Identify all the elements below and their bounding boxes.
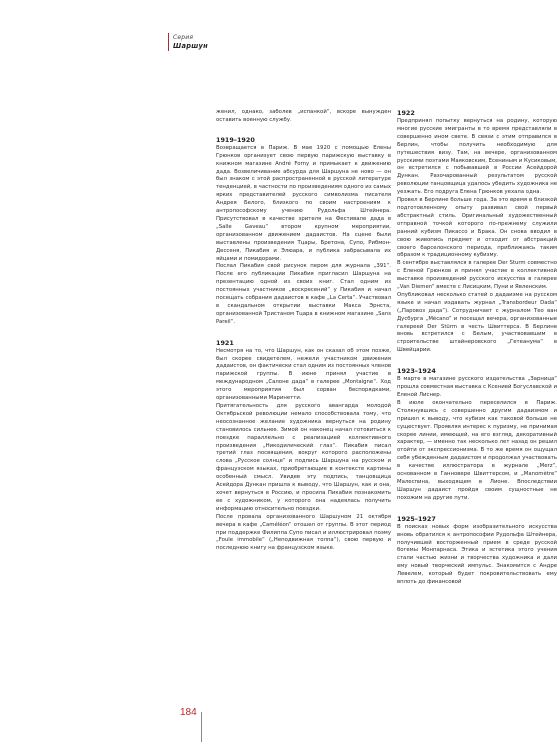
section-year-1921: 1921 bbox=[216, 338, 234, 347]
paragraph: После провала организованного Шаршуном 21 октября вечера в кафе „Caméléon“ отошел от группы. В этот период при поддержке Филиппа Супо писал и иллюстрировал поэму „Foule immobile“ („Неподвижная толпа“), свою первую и последнюю книгу на французском языке. bbox=[216, 513, 391, 552]
paragraph: В марте в магазине русского издательства „Зарница“ прошла совместная выставка с Ксенией Богуславской и Еленой Лиснер. bbox=[397, 376, 557, 398]
section-year-1919-1920: 1919–1920 bbox=[216, 135, 255, 144]
paragraph: Притягательность для русского авангарда молодой Октябрьской революции немало способствовала тому, что неосознанное желание художника вернуться на родину становилось сильнее. Зимой он наконец начал готовиться к поездке параллельно с реализацией коллективного произведения „Никодилический глаз“. Пикабия писал третий глаз посвящения, вокруг которого расположены слова „Русское солнце“ и подпись Шаршуна на русском и французском языках, приобретающие в контексте картины особенный смысл. Увидев эту подпись, танцовщица Асейдора Дункан пришла к выводу, что Шаршун, как и она, хочет вернуться в Россию, и просила Пикабия познакомить ее с художником, у которого она надеялась получить информацию относительно поездки. bbox=[216, 403, 391, 512]
page-number-rule bbox=[201, 712, 202, 742]
paragraph: Провел в Берлине больше года. За это время в близкой подготовленному опыту развивал свой первый абстрактный стиль. Оригинальный художественный отправной точкой которого по-прежнему служили ранний кубизм Пикассо и Брака. Он снова вводил в свою живопись предмет и отходит от абстракций своего барселонского периода, приближаясь таким образом к традиционному кубизму. bbox=[397, 197, 557, 259]
header-rule bbox=[168, 33, 169, 51]
paragraph: В поисках новых форм изобразительного искусства вновь обратился к антропософии Рудольфа Штейнера, получившей восторженный прием в среде русской богемы Монпарнаса. Этика и эстетика этого учения стали частью жизни и творчества художника и дали ему новый творческий импульс. Знакомится с Андре Левелем, который будет покровительствовать ему вплоть до финансовой bbox=[397, 523, 557, 586]
intro-paragraph: женил, однако, заболев „испанкой“, вскоре вынужден оставить военную службу. bbox=[216, 109, 391, 123]
paragraph: Возвращается в Париж. В мае 1920 с помощью Елены Грюнков организует свою первую парижскую выставку в книжном магазине André Forny и примыкает к движению дада. Возвеличивание абсурда для Шаршуна не ново — он был знаком с этой распространенной в русской литературе тенденцией, в частности по произведениям одного из самых ярких представителей русского символизма писателя Андрея Белого, близкого по своим настроениям к антропософскому учению Рудольфа Штейнера. Присутствовал в качестве зрителя на Фестивале дада в „Salle Gaveau“ втором крупном мероприятии, организованном движением дадаистов. На сцене были выставлены произведения Тцары, Бретона, Супо, Рибмон-Дессеня, Пикабия и Элюара, и публика забрасывала их яйцами и помидорами. bbox=[216, 144, 391, 262]
header-section-label: Серия bbox=[173, 34, 194, 41]
paragraph: Опубликовал несколько статей о дадаизме на русском языке и начал издавать журнал „Transbordeur Dada“ („Паровоз дада“). Сотрудничает с журналом Тео ван Дусбурга „Mécano“ и посещал вечера, организованные галереей Der Stürm в честь Швиттерса. В Берлине вновь встретился с Белым, участвовавшим в строительстве штайнеровского „Гетеанума“ в Швейцарии. bbox=[397, 291, 557, 354]
paragraph: В июле окончательно переселился в Париж. Столкнувшись с совершенно другим дадаизмом и пришел к выводу, что кубизм как таковой больше не существует. Проявляя интерес к пуризму, не принимая скорее линии, имеющей, на его взгляд, декоративный характер, — именно так несколько лет назад он решил отойти от экспрессионизма. В то же время он ощущал себя убежденным дадаистом и продолжал участвовать в качестве иллюстратора в журнале „Merz“, основанном в Ганновере Швиттерсом, и „Manomètre“ Малеспина, выходящем в Лионе. Впоследствии Шаршун дадаист пройдя своим сущностные не похожим на другие пути. bbox=[397, 399, 557, 501]
paragraph: Послал Пикабия свой рисунок пером для журнала „391“. После его публикации Пикабия пригласил Шаршуна на презентацию одной из своих книг. Стал одним из постоянных участников „воскресений“ у Пикабия и начал посещать собрания дадаистов в кафе „La Certa“. Участвовал в скандальном открытии выставки Макса Эрнста, организованной Тристаном Тцара в книжном магазине „Sans Pareil“. bbox=[216, 263, 391, 325]
paragraph: Предпринял попытку вернуться на родину, которую многие русские эмигранты в то время представляли в совершенно ином свете. В связи с этим отправился в Берлин, чтобы получить необходимую для путешествия визу. Там, на вечере, организованном русскими поэтами Маяковским, Есениным и Кусиковым, он встретился с побывавшей в России Асейдорой Дункан. Разочарованный результатом русской революции танцовщица удалось убедить художника не уезжать. Его подруга Елена Грюнков уехала одна. bbox=[397, 118, 557, 196]
right-column bbox=[397, 109, 557, 587]
header-artist-name: Шаршун bbox=[173, 42, 208, 50]
paragraph: В сентябре выставлялся в галерее Der Sturm совместно с Еленой Грюнков и принял участие в коллективной выставке произведений русского искусства в галерее „Van Diemen“ вместе с Лисицким, Пуни и Явленским. bbox=[397, 260, 557, 291]
page-number: 184 bbox=[180, 707, 197, 718]
paragraph: Несмотря на то, что Шаршун, как он сказал об этом позже, был скорее свидетелем, нежели участником движения дадаистов, он фактически стал одним из постоянных членов парижской группы. В июне принял участие в международном „Салоне дада“ в галерее „Montaigne“. Ход этого мероприятия был сорван беспорядками, организованными Маринетти. bbox=[216, 347, 391, 402]
section-year-1923-1924: 1923–1924 bbox=[397, 367, 436, 376]
section-year-1922: 1922 bbox=[397, 109, 415, 117]
section-year-1925-1927: 1925–1927 bbox=[397, 514, 436, 523]
left-column bbox=[216, 109, 391, 553]
